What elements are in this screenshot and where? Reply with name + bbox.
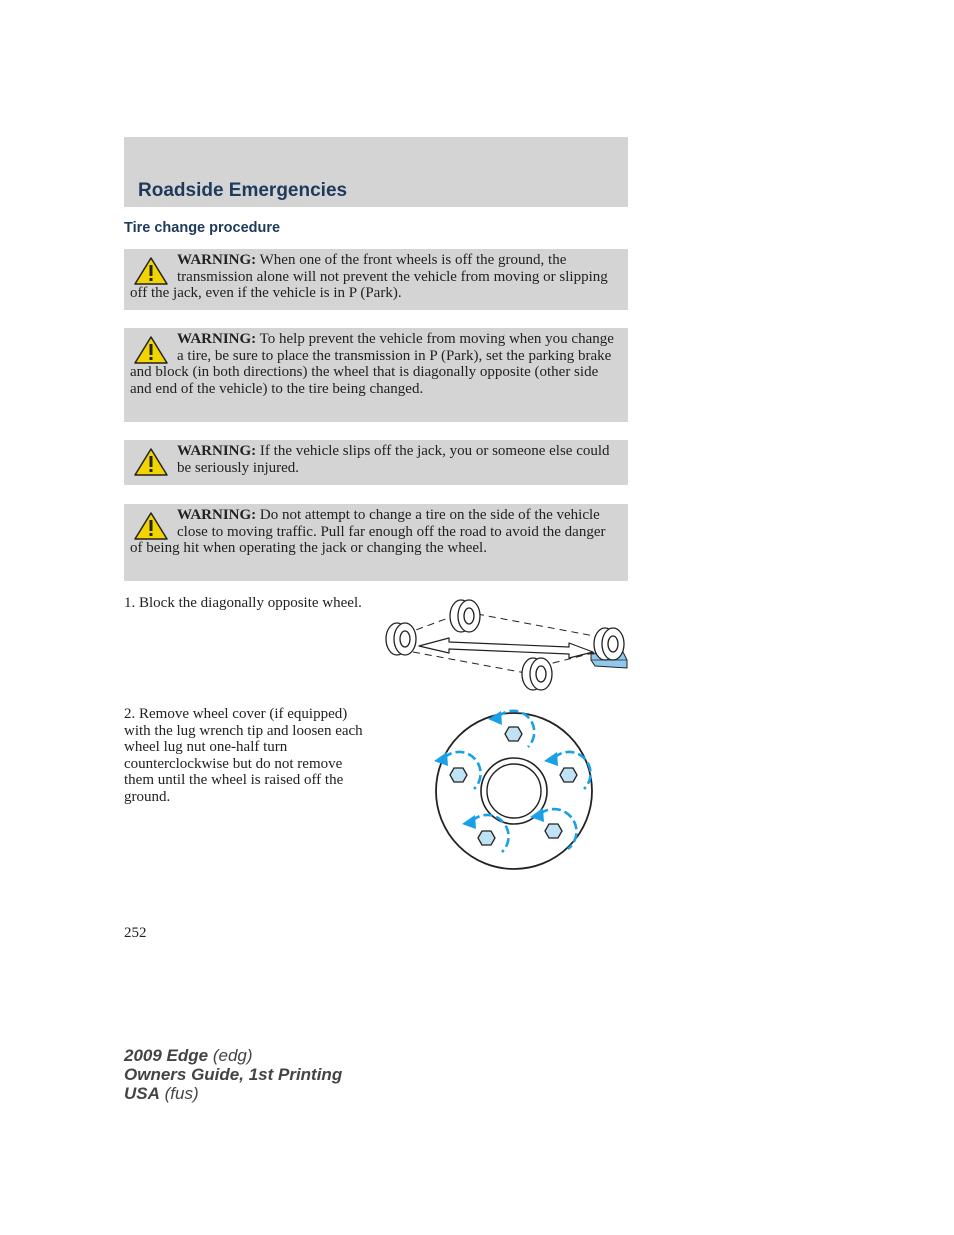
- warning-box-2: [124, 328, 628, 422]
- footer-line-3: USA (fus): [124, 1084, 199, 1103]
- warning-text: Do not attempt to change a tire on the side of the vehicle close to moving traffic. Pull far enough off the road to avoid the danger of being hit when operating the jack or changing the wheel.: [130, 507, 606, 556]
- section-title: Roadside Emergencies: [138, 180, 348, 201]
- subheading: Tire change procedure: [124, 220, 281, 236]
- footer-line-2: Owners Guide, 1st Printing: [124, 1065, 343, 1084]
- warning-label: WARNING:: [177, 252, 257, 268]
- section-header-band: [124, 137, 628, 207]
- step-2-text: 2. Remove wheel cover (if equipped) with the lug wrench tip and loosen each wheel lug nut one-half turn counterclockwise but do not remove them until the wheel is raised off the ground.: [124, 706, 363, 805]
- warning-text: To help prevent the vehicle from moving when you change a tire, be sure to place the transmission in P (Park), set the parking brake and block (in both directions) the wheel that is diagonally opposite (other side and end of the vehicle) to the tire being changed.: [130, 331, 614, 397]
- lug-nut-loosening-illustration: [432, 707, 598, 873]
- step-1-text: 1. Block the diagonally opposite wheel.: [124, 595, 362, 611]
- warning-label: WARNING:: [177, 507, 257, 523]
- warning-box-1: [124, 249, 628, 310]
- warning-triangle-icon: [134, 512, 168, 540]
- document-footer: [124, 1046, 342, 1103]
- warning-triangle-icon: [134, 257, 168, 285]
- warning-label: WARNING:: [177, 443, 257, 459]
- warning-label: WARNING:: [177, 331, 257, 347]
- warning-box-4: [124, 504, 628, 581]
- warning-text: If the vehicle slips off the jack, you or someone else could be seriously injured.: [177, 443, 610, 476]
- warning-box-3: [124, 440, 628, 485]
- warning-triangle-icon: [134, 336, 168, 364]
- page-number: 252: [124, 925, 147, 941]
- footer-line-1: 2009 Edge (edg): [124, 1046, 253, 1065]
- warning-triangle-icon: [134, 448, 168, 476]
- warning-text: When one of the front wheels is off the ground, the transmission alone will not prevent the vehicle from moving or slipping off the jack, even if the vehicle is in P (Park).: [130, 252, 608, 301]
- block-wheel-illustration: [383, 594, 631, 694]
